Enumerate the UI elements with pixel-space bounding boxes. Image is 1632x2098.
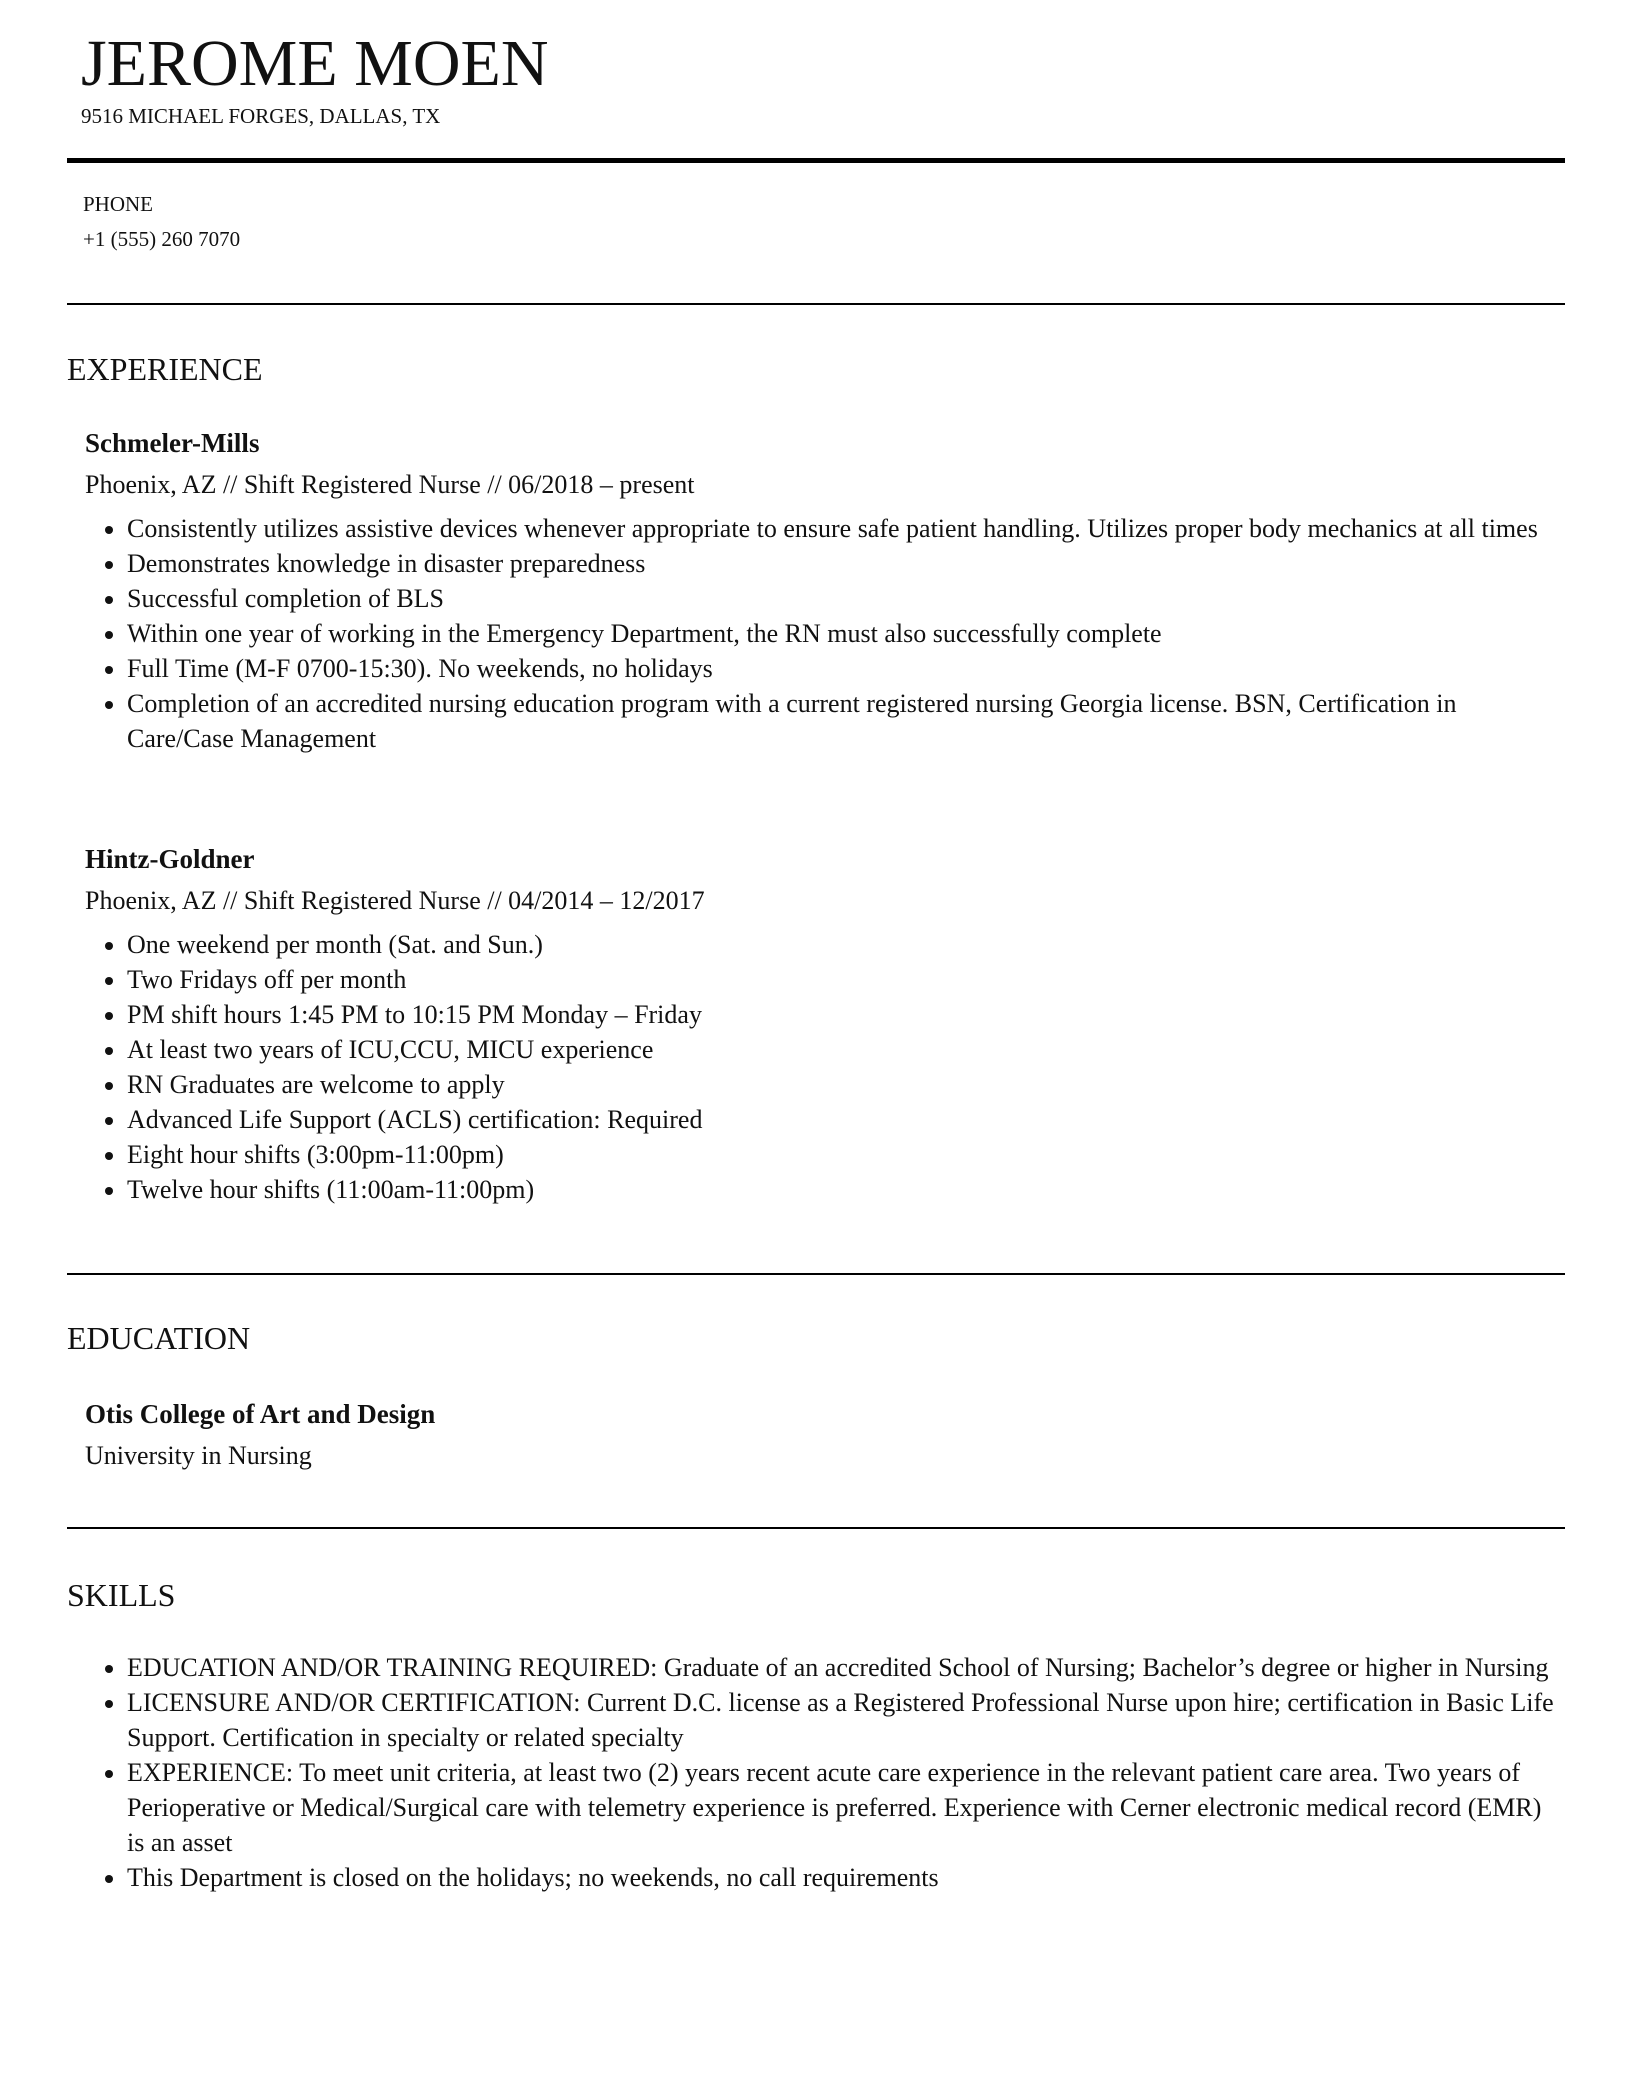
skills-heading: SKILLS bbox=[67, 1577, 176, 1613]
list-item: • LICENSURE AND/OR CERTIFICATION: Current D.C. license as a Registered Professional Nurse upon hire; certification in Basic Life Support. Certification in specialty or related specialty bbox=[127, 1685, 1565, 1755]
list-item: • Successful completion of BLS bbox=[127, 581, 1565, 616]
experience-heading: EXPERIENCE bbox=[67, 351, 263, 387]
phone-value: +1 (555) 260 7070 bbox=[83, 227, 241, 251]
candidate-name: JEROME MOEN bbox=[81, 27, 549, 100]
job-company: Schmeler-Mills bbox=[85, 428, 260, 458]
list-item: • This Department is closed on the holidays; no weekends, no call requirements bbox=[127, 1860, 1565, 1895]
job-entry bbox=[85, 841, 1565, 1207]
list-item: • One weekend per month (Sat. and Sun.) bbox=[127, 927, 1565, 962]
job-company: Hintz-Goldner bbox=[85, 844, 255, 874]
list-item: • Two Fridays off per month bbox=[127, 962, 1565, 997]
job-entry bbox=[85, 425, 1565, 756]
list-item: • Demonstrates knowledge in disaster preparedness bbox=[127, 546, 1565, 581]
list-item: • Advanced Life Support (ACLS) certification: Required bbox=[127, 1102, 1565, 1137]
job-meta: Phoenix, AZ // Shift Registered Nurse // 06/2018 – present bbox=[85, 470, 695, 499]
list-item: • Completion of an accredited nursing education program with a current registered nursing Georgia license. BSN, Certification in Care/Case Management bbox=[127, 686, 1565, 756]
degree: University in Nursing bbox=[85, 1441, 312, 1470]
job-bullets bbox=[85, 927, 1565, 1207]
list-item: • Full Time (M-F 0700-15:30). No weekends, no holidays bbox=[127, 651, 1565, 686]
section-divider bbox=[67, 303, 1565, 305]
list-item: • At least two years of ICU,CCU, MICU experience bbox=[127, 1032, 1565, 1067]
phone-label: PHONE bbox=[83, 192, 154, 216]
list-item: • Consistently utilizes assistive devices whenever appropriate to ensure safe patient handling. Utilizes proper body mechanics at all times bbox=[127, 511, 1565, 546]
education-entry bbox=[85, 1396, 1565, 1474]
skills-list bbox=[85, 1650, 1565, 1895]
list-item: • Eight hour shifts (3:00pm-11:00pm) bbox=[127, 1137, 1565, 1172]
list-item: • RN Graduates are welcome to apply bbox=[127, 1067, 1565, 1102]
section-divider bbox=[67, 1273, 1565, 1275]
job-bullets bbox=[85, 511, 1565, 756]
job-meta: Phoenix, AZ // Shift Registered Nurse // 04/2014 – 12/2017 bbox=[85, 886, 705, 915]
list-item: • EXPERIENCE: To meet unit criteria, at least two (2) years recent acute care experience in the relevant patient care area. Two years of Perioperative or Medical/Surgical care with telemetry experience is preferred. Experience with Cerner electronic medical record (EMR) is an asset bbox=[127, 1755, 1565, 1860]
address: 9516 MICHAEL FORGES, DALLAS, TX bbox=[81, 104, 441, 128]
list-item: • EDUCATION AND/OR TRAINING REQUIRED: Graduate of an accredited School of Nursing; Bachelor’s degree or higher in Nursing bbox=[127, 1650, 1565, 1685]
list-item: • Within one year of working in the Emergency Department, the RN must also successfully complete bbox=[127, 616, 1565, 651]
list-item: • PM shift hours 1:45 PM to 10:15 PM Monday – Friday bbox=[127, 997, 1565, 1032]
header-divider bbox=[67, 158, 1565, 163]
school-name: Otis College of Art and Design bbox=[85, 1399, 436, 1429]
education-heading: EDUCATION bbox=[67, 1320, 251, 1356]
section-divider bbox=[67, 1527, 1565, 1529]
list-item: • Twelve hour shifts (11:00am-11:00pm) bbox=[127, 1172, 1565, 1207]
